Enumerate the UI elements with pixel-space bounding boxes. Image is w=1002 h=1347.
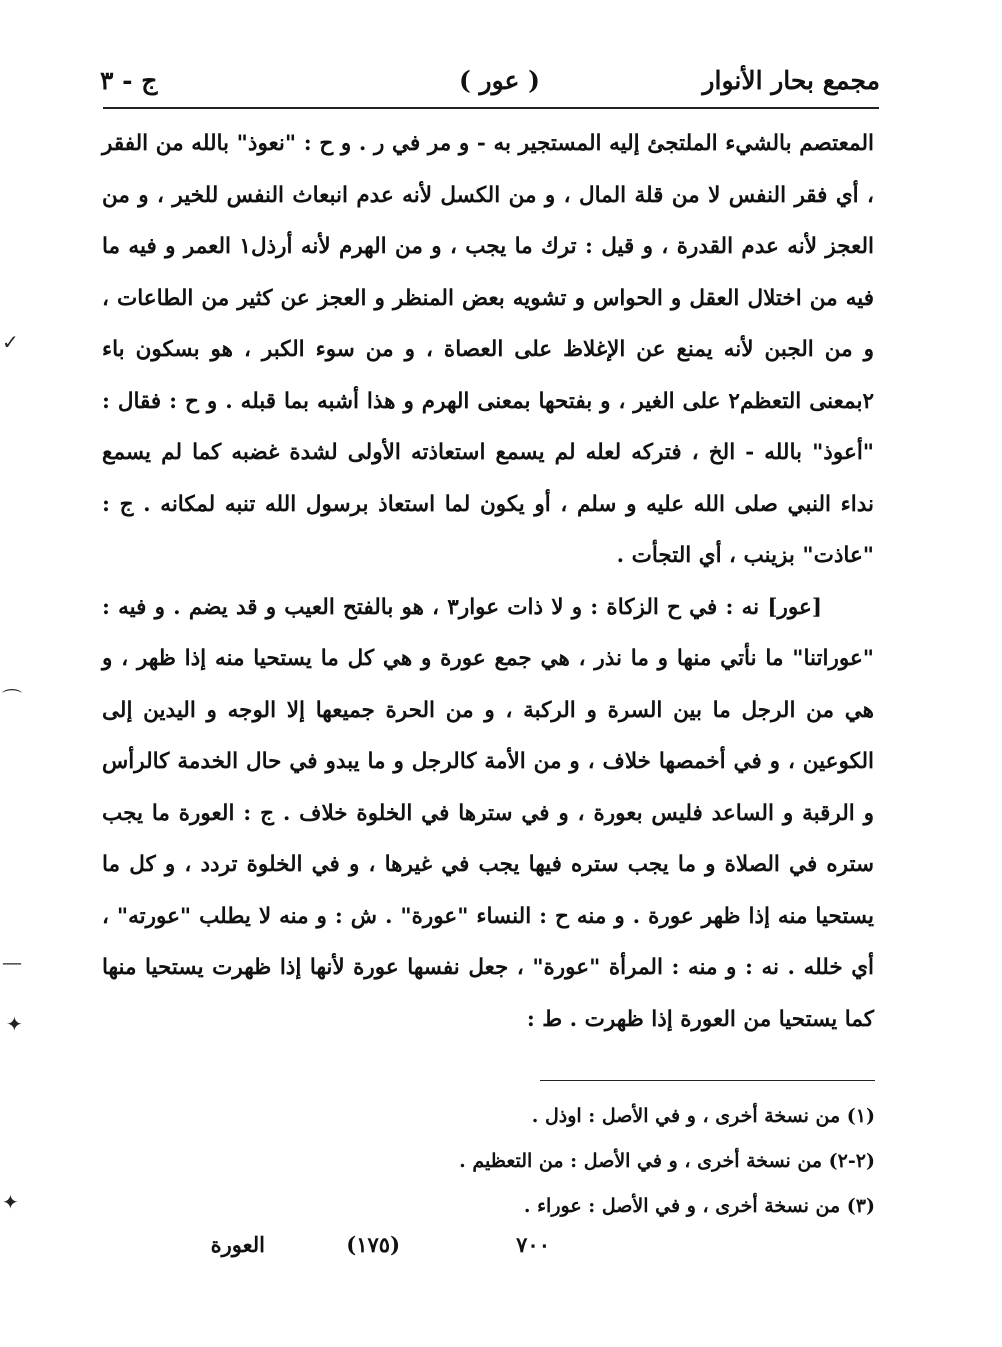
page-number: ٧٠٠ — [516, 1232, 550, 1257]
main-text — [102, 118, 874, 1045]
margin-mark-icon: ✦ — [2, 1190, 19, 1214]
footnote-rule — [540, 1080, 875, 1081]
footnote: (٢-٢) من نسخة أخرى ، و في الأصل : من التعظيم . — [459, 1150, 875, 1172]
catchword: العورة — [210, 1232, 265, 1257]
paragraph: المعتصم بالشيء الملتجئ إليه المستجير به - و مر في ر . و ح : "نعوذ" بالله من الفقر ، أي فقر النفس لا من قلة المال ، و من الكسل لأنه عدم انبعاث النفس للخير ، و من العجز لأنه عدم القدرة ، و قيل : ترك ما يجب ، و من الهرم لأنه أرذل١ العمر و فيه ما فيه من اختلال العقل و الحواس و تشويه بعض المنظر و العجز عن كثير من الطاعات ، و من الجبن لأنه يمنع عن الإغلاظ على العصاة ، و من سوء الكبر ، هو بسكون باء ٢بمعنى التعظم٢ على الغير ، و بفتحها بمعنى الهرم و هذا أشبه بما قبله . و ح : فقال : "أعوذ" بالله - الخ ، فتركه لعله لم يسمع استعاذته الأولى لشدة غضبه كما لم يسمع نداء النبي صلى الله عليه و سلم ، أو يكون لما استعاذ برسول الله تنبه لمكانه . ج : "عاذت" بزينب ، أي التجأت . — [102, 131, 874, 568]
margin-mark-icon: ✦ — [6, 1012, 23, 1036]
margin-mark-icon: ✓ — [2, 330, 19, 354]
root-heading: ( عور ) — [459, 66, 540, 95]
footnotes — [300, 1094, 875, 1229]
book-title: مجمع بحار الأنوار — [702, 66, 880, 95]
footnote: (٣) من نسخة أخرى ، و في الأصل : عوراء . — [523, 1195, 875, 1217]
sequence-number: (١٧٥) — [346, 1232, 400, 1257]
paragraph: [عور] نه : في ح الزكاة : و لا ذات عوار٣ ، هو بالفتح العيب و قد يضم . و فيه : "عوراتنا" ما نأتي منها و ما نذر ، هي جمع عورة و هي كل ما يستحيا منه إذا ظهر ، و هي من الرجل ما بين السرة و الركبة ، و من الحرة جميعها إلا الوجه و اليدين إلى الكوعين ، و في أخمصها خلاف ، و من الأمة كالرجل و ما يبدو في حال الخدمة كالرأس و الرقبة و الساعد فليس بعورة ، و في سترها في الخلوة خلاف . ج : العورة ما يجب ستره في الصلاة و ما يجب ستره فيها يجب في غيرها ، و في الخلوة تردد ، و كل ما يستحيا منه إذا ظهر عورة . و منه ح : النساء "عورة" . ش : و منه لا يطلب "عورته" ، أي خلله . نه : و منه : المرأة "عورة" ، جعل نفسها عورة لأنها إذا ظهرت يستحيا منها كما يستحيا من العورة إذا ظهرت . ط : — [102, 594, 874, 1032]
margin-mark-icon: — — [2, 950, 22, 974]
margin-mark-icon: ⌒ — [2, 687, 22, 711]
header-rule — [103, 107, 879, 109]
page-header — [100, 58, 880, 108]
footnote: (١) من نسخة أخرى ، و في الأصل : اوذل . — [531, 1105, 875, 1127]
volume-number: ج - ٣ — [100, 66, 158, 95]
page-footer — [100, 1232, 880, 1272]
